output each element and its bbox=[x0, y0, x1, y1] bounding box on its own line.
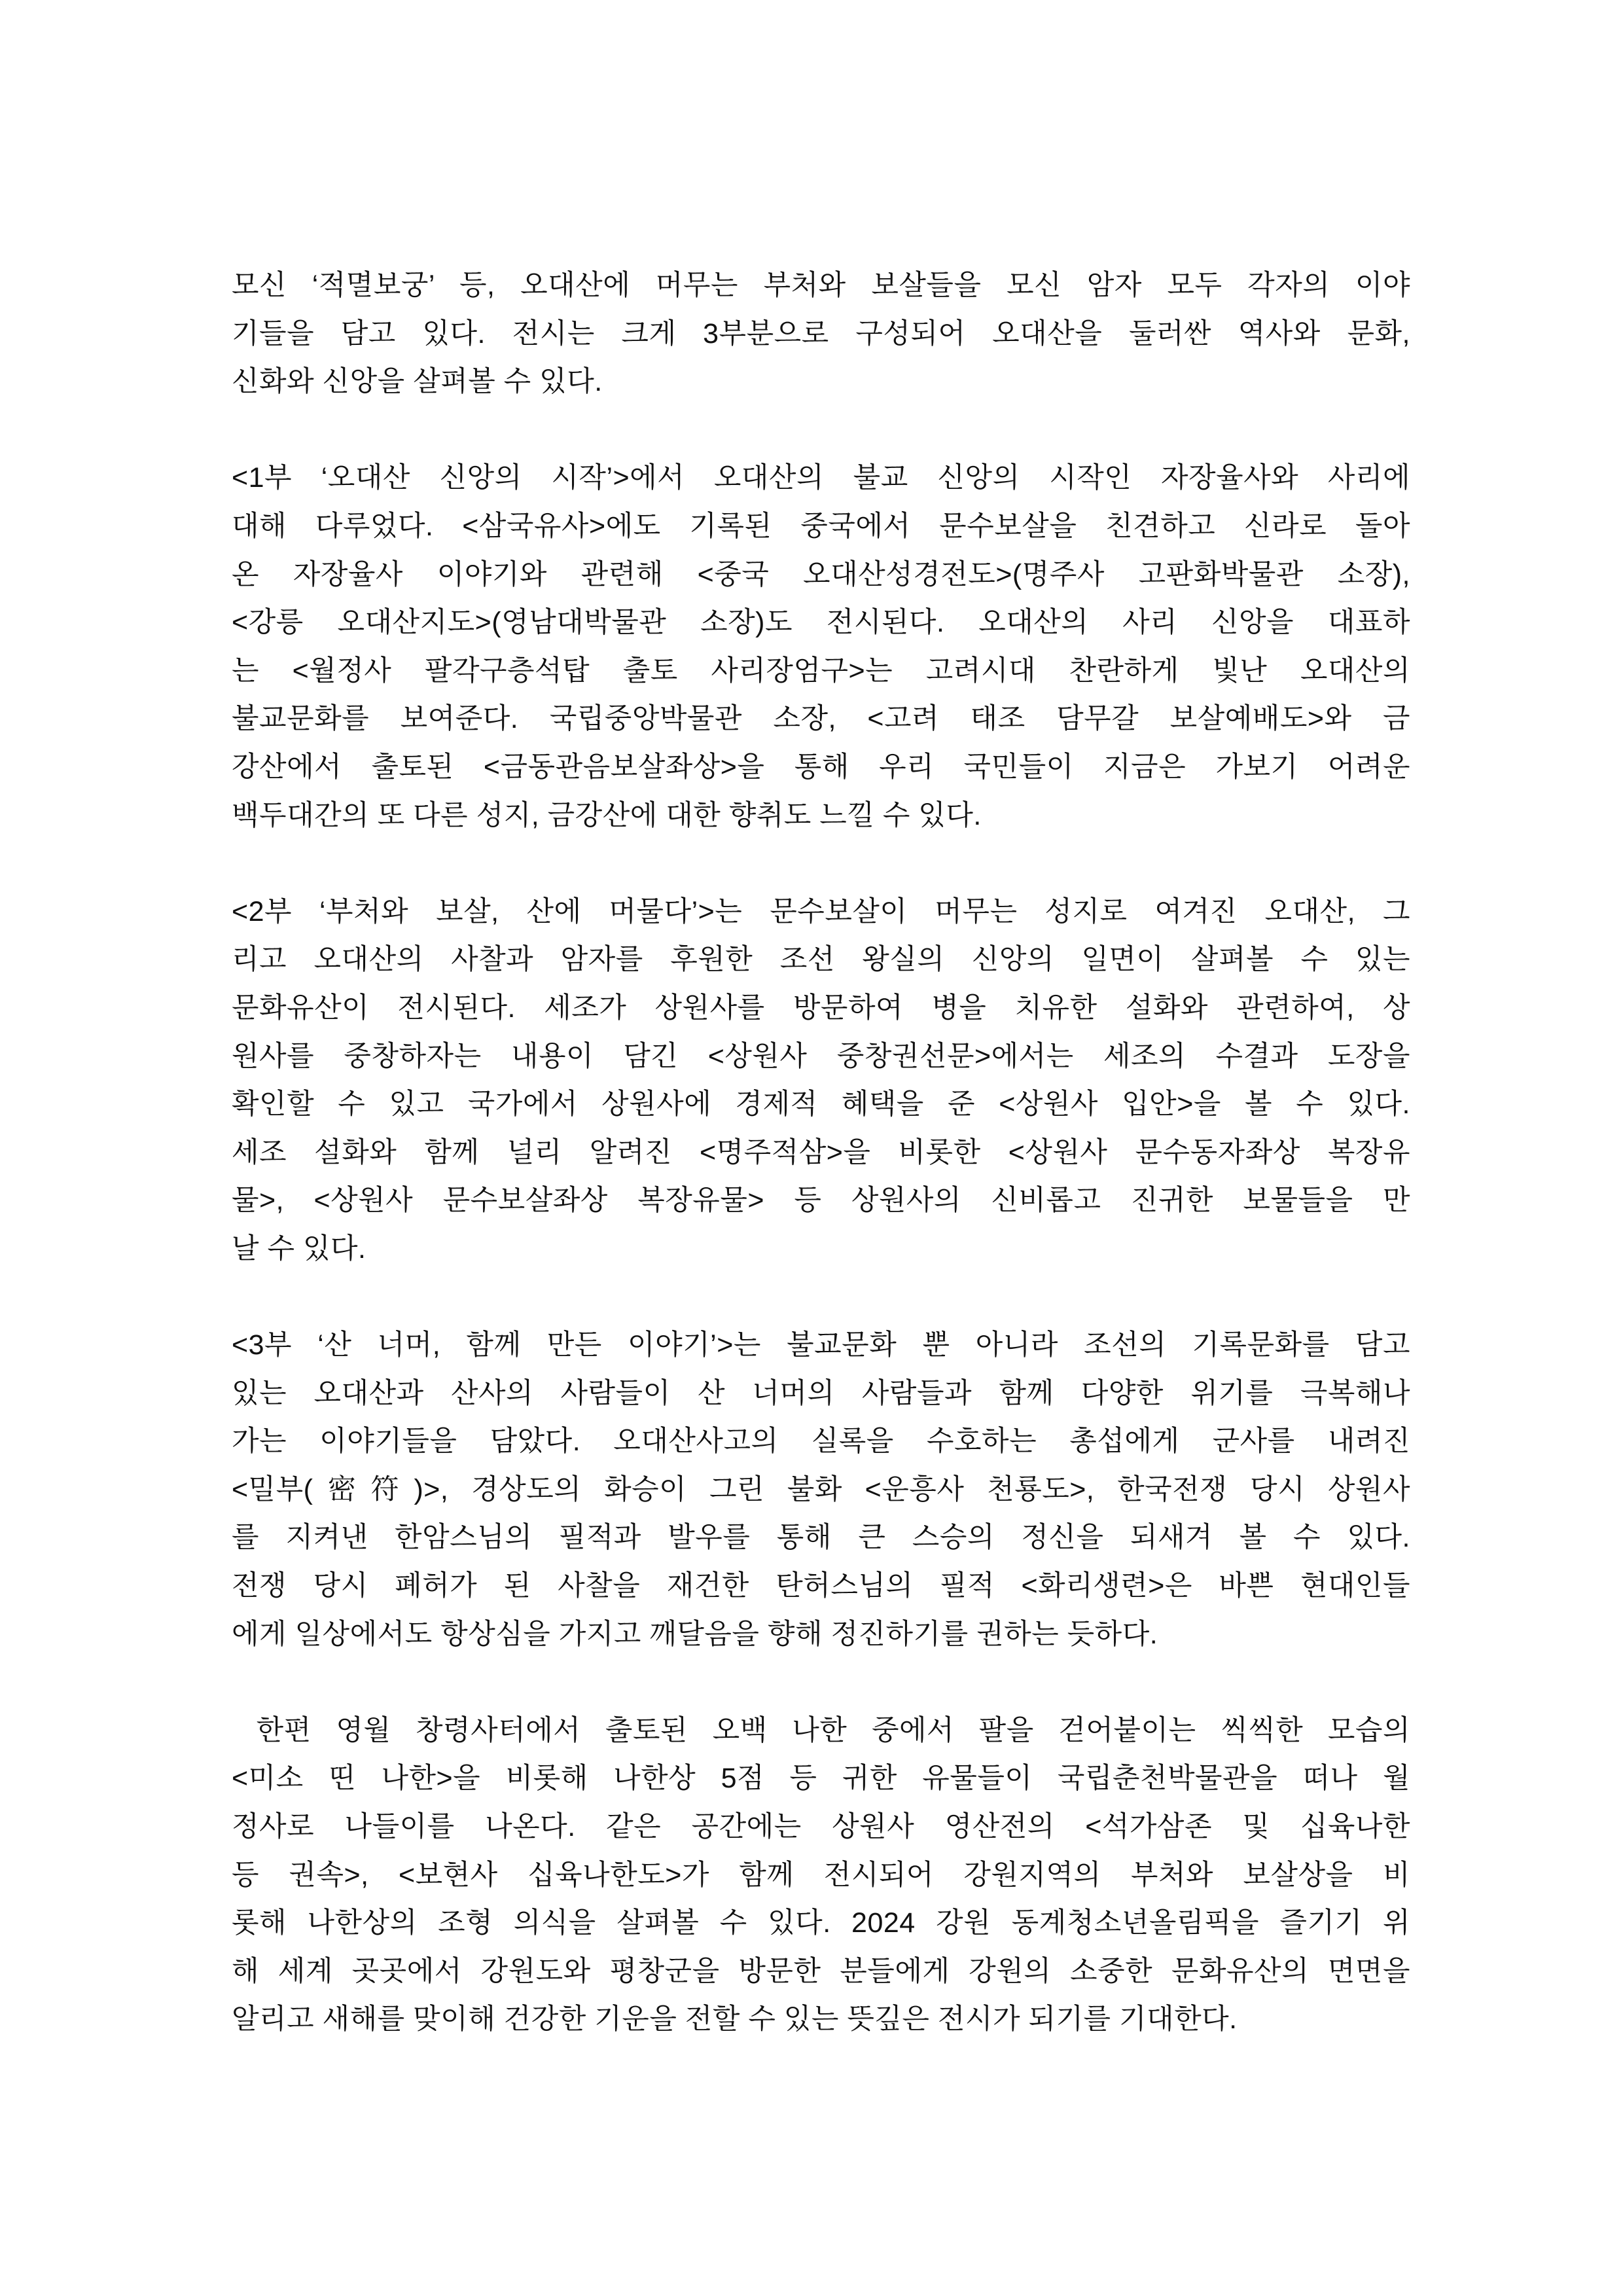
text-line: 불교문화를 보여준다. 국립중앙박물관 소장, <고려 태조 담무갈 보살예배도>와 금 bbox=[232, 703, 1410, 735]
paragraph bbox=[232, 888, 1410, 1274]
text-line: <3부 ‘산 너머, 함께 만든 이야기’>는 불교문화 뿐 아니라 조선의 기록문화를 담고 bbox=[232, 1329, 1410, 1361]
text-line: 신화와 신앙을 살펴볼 수 있다. bbox=[232, 366, 603, 398]
text-line: 에게 일상에서도 항상심을 가지고 깨달음을 향해 정진하기를 권하는 듯하다. bbox=[232, 1618, 1158, 1650]
text-line: 있는 오대산과 산사의 사람들이 산 너머의 사람들과 함께 다양한 위기를 극복해나 bbox=[232, 1377, 1410, 1409]
text-line: 기들을 담고 있다. 전시는 크게 3부분으로 구성되어 오대산을 둘러싼 역사와 문화, bbox=[232, 317, 1410, 350]
text-line: 물>, <상원사 문수보살좌상 복장유물> 등 상원사의 신비롭고 진귀한 보물들을 만 bbox=[232, 1185, 1410, 1217]
text-line: <강릉 오대산지도>(영남대박물관 소장)도 전시된다. 오대산의 사리 신앙을 대표하 bbox=[232, 607, 1410, 639]
text-line: 날 수 있다. bbox=[232, 1232, 366, 1265]
text-line: 를 지켜낸 한암스님의 필적과 발우를 통해 큰 스승의 정신을 되새겨 볼 수 있다. bbox=[232, 1522, 1410, 1554]
text-line: <미소 띤 나한>을 비롯해 나한상 5점 등 귀한 유물들이 국립춘천박물관을 떠나 월 bbox=[232, 1763, 1410, 1795]
text-line: <1부 ‘오대산 신앙의 시작’>에서 오대산의 불교 신앙의 시작인 자장율사와 사리에 bbox=[232, 462, 1410, 494]
text-line: <2부 ‘부처와 보살, 산에 머물다’>는 문수보살이 머무는 성지로 여겨진 오대산, 그 bbox=[232, 895, 1410, 927]
text-line: 리고 오대산의 사찰과 암자를 후원한 조선 왕실의 신앙의 일면이 살펴볼 수 있는 bbox=[232, 944, 1410, 976]
text-line: 백두대간의 또 다른 성지, 금강산에 대한 향취도 느낄 수 있다. bbox=[232, 799, 982, 831]
text-line: 해 세계 곳곳에서 강원도와 평창군을 방문한 분들에게 강원의 소중한 문화유산의 면면을 bbox=[232, 1955, 1410, 1987]
text-line: 한편 영월 창령사터에서 출토된 오백 나한 중에서 팔을 걷어붙이는 씩씩한 모습의 bbox=[232, 1714, 1410, 1746]
paragraph bbox=[232, 1707, 1410, 2044]
text-line: 정사로 나들이를 나온다. 같은 공간에는 상원사 영산전의 <석가삼존 및 십육나한 bbox=[232, 1811, 1410, 1842]
text-line: 가는 이야기들을 담았다. 오대산사고의 실록을 수호하는 총섭에게 군사를 내려진 bbox=[232, 1426, 1410, 1458]
text-line: 세조 설화와 함께 널리 알려진 <명주적삼>을 비롯한 <상원사 문수동자좌상 복장유 bbox=[232, 1136, 1410, 1168]
paragraph bbox=[232, 262, 1410, 406]
text-line: 롯해 나한상의 조형 의식을 살펴볼 수 있다. 2024 강원 동계청소년올림픽을 즐기기 위 bbox=[232, 1907, 1410, 1939]
text-line: 알리고 새해를 맞이해 건강한 기운을 전할 수 있는 뜻깊은 전시가 되기를 기대한다. bbox=[232, 2003, 1238, 2036]
document-body bbox=[232, 262, 1410, 2044]
text-line: 확인할 수 있고 국가에서 상원사에 경제적 혜택을 준 <상원사 입안>을 볼 수 있다. bbox=[232, 1088, 1410, 1121]
text-line: 대해 다루었다. <삼국유사>에도 기록된 중국에서 문수보살을 친견하고 신라로 돌아 bbox=[232, 510, 1410, 542]
text-line: 모신 ‘적멸보궁’ 등, 오대산에 머무는 부처와 보살들을 모신 암자 모두 각자의 이야 bbox=[232, 270, 1410, 301]
text-line: 등 권속>, <보현사 십육나한도>가 함께 전시되어 강원지역의 부처와 보살상을 비 bbox=[232, 1859, 1410, 1891]
text-line: 전쟁 당시 폐허가 된 사찰을 재건한 탄허스님의 필적 <화리생련>은 바쁜 현대인들 bbox=[232, 1570, 1410, 1602]
paragraph bbox=[232, 454, 1410, 840]
text-line: <밀부(密符)>, 경상도의 화승이 그린 불화 <운흥사 천룡도>, 한국전쟁 당시 상원사 bbox=[232, 1473, 1410, 1505]
text-line: 온 자장율사 이야기와 관련해 <중국 오대산성경전도>(명주사 고판화박물관 소장), bbox=[232, 558, 1410, 590]
text-line: 문화유산이 전시된다. 세조가 상원사를 방문하여 병을 치유한 설화와 관련하여, 상 bbox=[232, 992, 1410, 1024]
text-line: 원사를 중창하자는 내용이 담긴 <상원사 중창권선문>에서는 세조의 수결과 도장을 bbox=[232, 1040, 1410, 1072]
text-line: 는 <월정사 팔각구층석탑 출토 사리장엄구>는 고려시대 찬란하게 빛난 오대산의 bbox=[232, 655, 1410, 687]
paragraph bbox=[232, 1321, 1410, 1659]
text-line: 강산에서 출토된 <금동관음보살좌상>을 통해 우리 국민들이 지금은 가보기 어려운 bbox=[232, 751, 1410, 783]
